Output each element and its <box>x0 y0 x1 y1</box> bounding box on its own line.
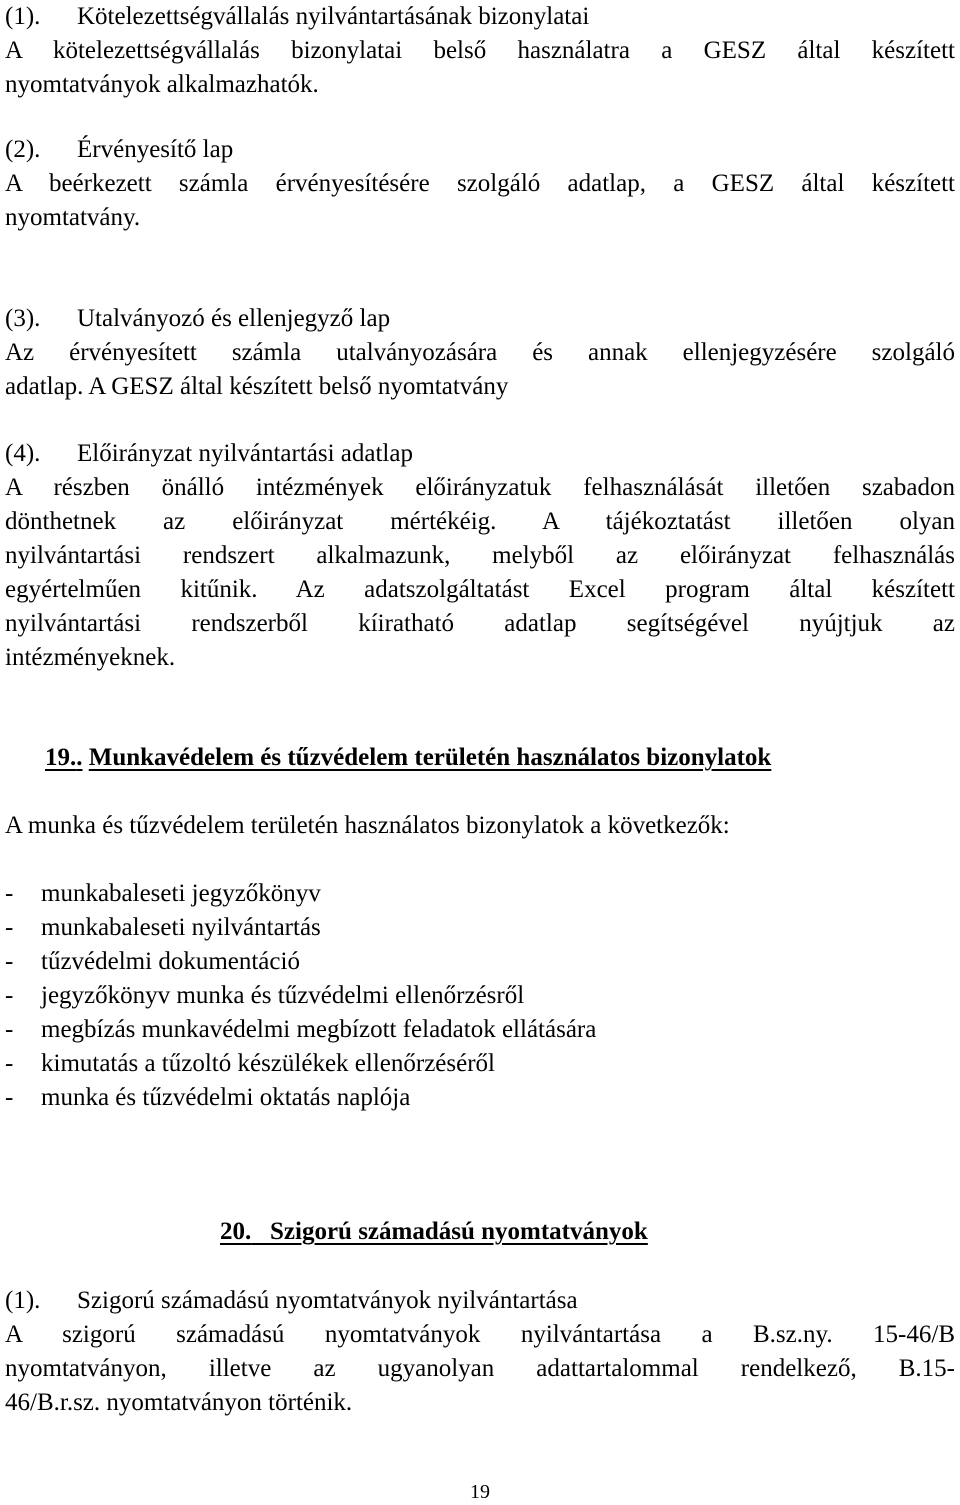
section-3-title: Utalványozó és ellenjegyző lap <box>77 305 391 332</box>
list-dash: - <box>5 1050 14 1077</box>
list-item <box>5 945 955 979</box>
section-1-number: (1). <box>5 3 41 30</box>
section-4-line-6: intézményeknek. <box>5 644 176 671</box>
section-1-title: Kötelezettségvállalás nyilvántartásának bizonylatai <box>77 3 590 30</box>
list-item <box>5 1013 955 1047</box>
list-item-text: tűzvédelmi dokumentáció <box>41 948 300 975</box>
chapter-19-number: 19. <box>45 744 77 771</box>
list-dash: - <box>5 1084 14 1111</box>
list-dash: - <box>5 1016 14 1043</box>
list-item <box>5 877 955 911</box>
section-4-line-4: egyértelműen kitűnik. Az adatszolgáltatást Excel program által készített <box>5 576 955 603</box>
list-item <box>5 979 955 1013</box>
section-2-line-2: nyomtatvány. <box>5 204 141 231</box>
section-1-line-2: nyomtatványok alkalmazhatók. <box>5 71 319 98</box>
section-4-title: Előirányzat nyilvántartási adatlap <box>77 440 413 467</box>
list-item-text: jegyzőkönyv munka és tűzvédelmi ellenőrzésről <box>41 982 525 1009</box>
section-4-number: (4). <box>5 440 41 467</box>
section-4-line-1: A részben önálló intézmények előirányzatuk felhasználását illetően szabadon <box>5 474 955 501</box>
list-dash: - <box>5 914 14 941</box>
section-3-number: (3). <box>5 305 41 332</box>
section-2-number: (2). <box>5 136 41 163</box>
section-20-1-number: (1). <box>5 1287 41 1314</box>
list-dash: - <box>5 880 14 907</box>
chapter-20-number: 20. <box>220 1218 252 1245</box>
chapter-20-title: Szigorú számadású nyomtatványok <box>270 1218 648 1245</box>
section-20-1-title: Szigorú számadású nyomtatványok nyilvántartása <box>77 1287 578 1314</box>
chapter-19-dot: . <box>76 744 83 771</box>
list-item <box>5 911 955 945</box>
list-item-text: kimutatás a tűzoltó készülékek ellenőrzéséről <box>41 1050 495 1077</box>
list-item <box>5 1081 955 1115</box>
chapter-19-intro: A munka és tűzvédelem területén használatos bizonylatok a következők: <box>5 812 730 839</box>
section-4-line-3: nyilvántartási rendszert alkalmazunk, melyből az előirányzat felhasználás <box>5 542 955 569</box>
chapter-19-title: Munkavédelem és tűzvédelem területén használatos bizonylatok <box>88 744 772 771</box>
section-1-line-1: A kötelezettségvállalás bizonylatai belső használatra a GESZ által készített <box>5 37 955 64</box>
section-20-1-line-3: 46/B.r.sz. nyomtatványon történik. <box>5 1389 353 1416</box>
list-item-text: munkabaleseti jegyzőkönyv <box>41 880 321 907</box>
list-item-text: megbízás munkavédelmi megbízott feladatok ellátására <box>41 1016 597 1043</box>
section-3-line-2: adatlap. A GESZ által készített belső nyomtatvány <box>5 373 509 400</box>
section-4-line-5: nyilvántartási rendszerből kíiratható adatlap segítségével nyújtjuk az <box>5 610 955 637</box>
list-dash: - <box>5 948 14 975</box>
section-1-heading <box>5 0 955 34</box>
page-number: 19 <box>470 1481 490 1503</box>
section-20-1-heading <box>5 1284 955 1318</box>
section-2-line-1: A beérkezett számla érvényesítésére szolgáló adatlap, a GESZ által készített <box>5 170 955 197</box>
list-dash: - <box>5 982 14 1009</box>
section-4-line-2: dönthetnek az előirányzat mértékéig. A tájékoztatást illetően olyan <box>5 508 955 535</box>
section-2-title: Érvényesítő lap <box>77 136 234 163</box>
section-20-1-line-2: nyomtatványon, illetve az ugyanolyan adattartalommal rendelkező, B.15- <box>5 1355 955 1382</box>
section-4-heading <box>5 437 955 471</box>
list-item-text: munkabaleseti nyilvántartás <box>41 914 321 941</box>
section-20-1-line-1: A szigorú számadású nyomtatványok nyilvántartása a B.sz.ny. 15-46/B <box>5 1321 955 1348</box>
list-item <box>5 1047 955 1081</box>
section-3-heading <box>5 302 955 336</box>
section-2-heading <box>5 133 955 167</box>
section-3-line-1: Az érvényesített számla utalványozására és annak ellenjegyzésére szolgáló <box>5 339 955 366</box>
list-item-text: munka és tűzvédelmi oktatás naplója <box>41 1084 411 1111</box>
chapter-19-heading <box>45 741 771 775</box>
chapter-20-heading <box>220 1215 648 1249</box>
